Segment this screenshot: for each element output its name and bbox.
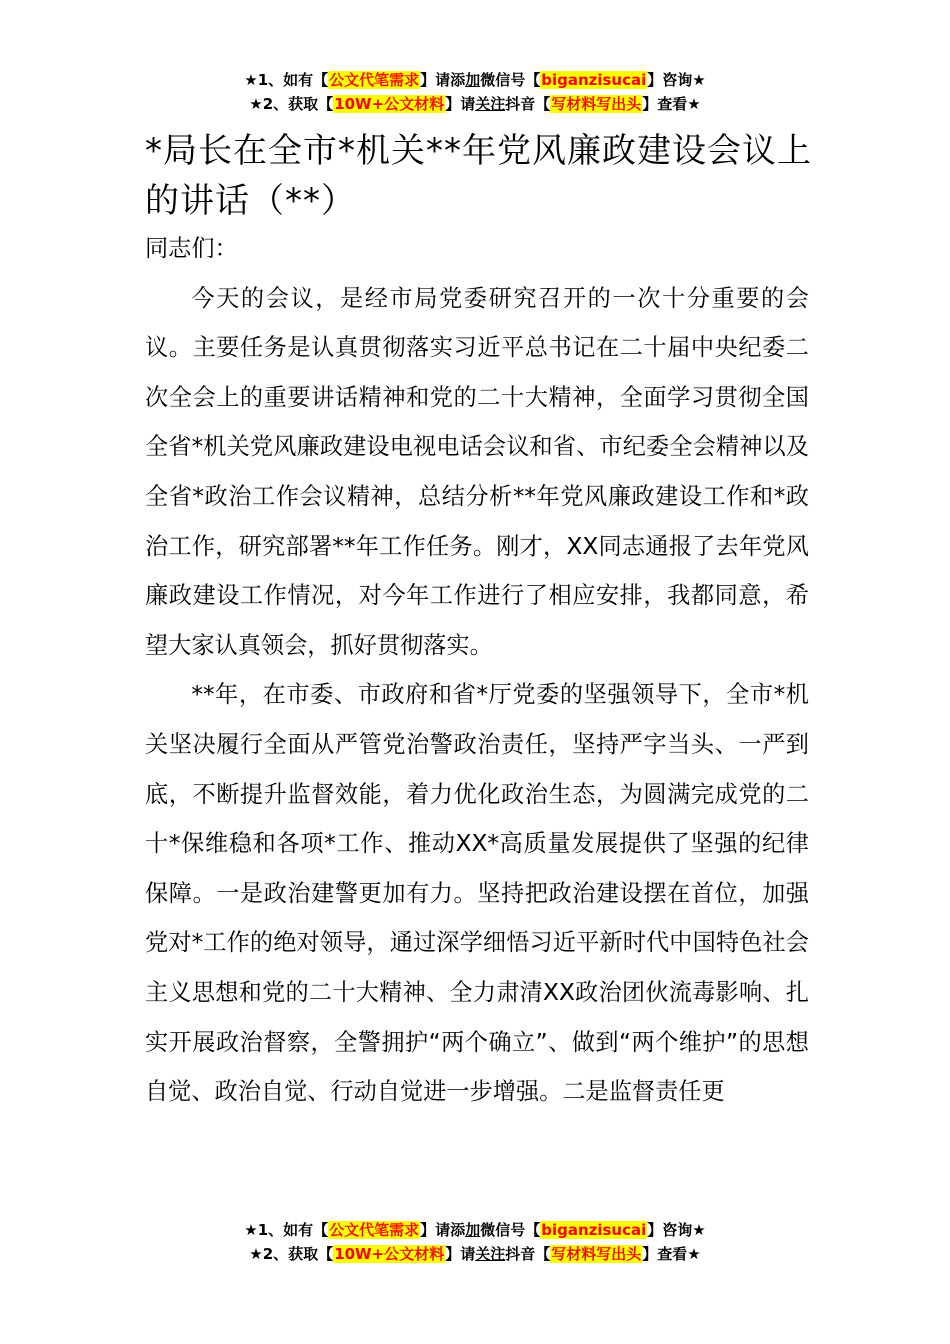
document-title: *局长在全市*机关**年党风廉政建设会议上的讲话（**） (145, 131, 812, 221)
paragraph: 今天的会议，是经市局党委研究召开的一次十分重要的会议。主要任务是认真贯彻落实习近平总书记在二十届中央纪委二次全会上的重要讲话精神和党的二十大精神，全面学习贯彻全国全省*机关党风廉政建设电视电话会议和省、市纪委全会精神以及全省*政治工作会议精神，总结分析**年党风廉政建设工作和*政治工作，研究部署**年工作任务。刚才，XX同志通报了去年党风廉政建设工作情况，对今年工作进行了相应安排，我都同意，希望大家认真领会，抓好贯彻落实。 (145, 284, 809, 659)
promo-line-1: ★1、如有【公文代笔需求】请添加微信号【biganzisucai】咨询★ (244, 1221, 706, 1239)
highlight-wechat-id: biganzisucai (541, 71, 647, 89)
paragraph: **年，在市委、市政府和省*厅党委的坚强领导下，全市*机关坚决履行全面从严管党治警政治责任，坚持严字当头、一严到底，不断提升监督效能，着力优化政治生态，为圆满完成党的二十*保维稳和各项*工作、推动XX*高质量发展提供了坚强的纪律保障。一是政治建警更加有力。坚持把政治建设摆在首位，加强党对*工作的绝对领导，通过深学细悟习近平新时代中国特色社会主义思想和党的二十大精神、全力肃清XX政治团伙流毒影响、扎实开展政治督察，全警拥护“两个确立”、做到“两个维护”的思想自觉、政治自觉、行动自觉进一步增强。二是监督责任更 (145, 681, 809, 1106)
highlight-service: 公文代笔需求 (329, 1221, 420, 1239)
highlight-service: 公文代笔需求 (329, 71, 420, 89)
highlight-douyin-account: 写材料写出头 (551, 1245, 642, 1263)
promo-line-1: ★1、如有【公文代笔需求】请添加微信号【biganzisucai】咨询★ (244, 71, 706, 89)
document-body (145, 224, 809, 1117)
highlight-materials: 10W+公文材料 (334, 95, 445, 113)
promo-line-2: ★2、获取【10W+公文材料】请关注抖音【写材料写出头】查看★ (249, 1245, 701, 1263)
promo-header (0, 68, 950, 116)
highlight-wechat-id: biganzisucai (541, 1221, 647, 1239)
highlight-materials: 10W+公文材料 (334, 1245, 445, 1263)
salutation: 同志们： (145, 235, 238, 262)
promo-line-2: ★2、获取【10W+公文材料】请关注抖音【写材料写出头】查看★ (249, 95, 701, 113)
highlight-douyin-account: 写材料写出头 (551, 95, 642, 113)
promo-footer (0, 1218, 950, 1266)
